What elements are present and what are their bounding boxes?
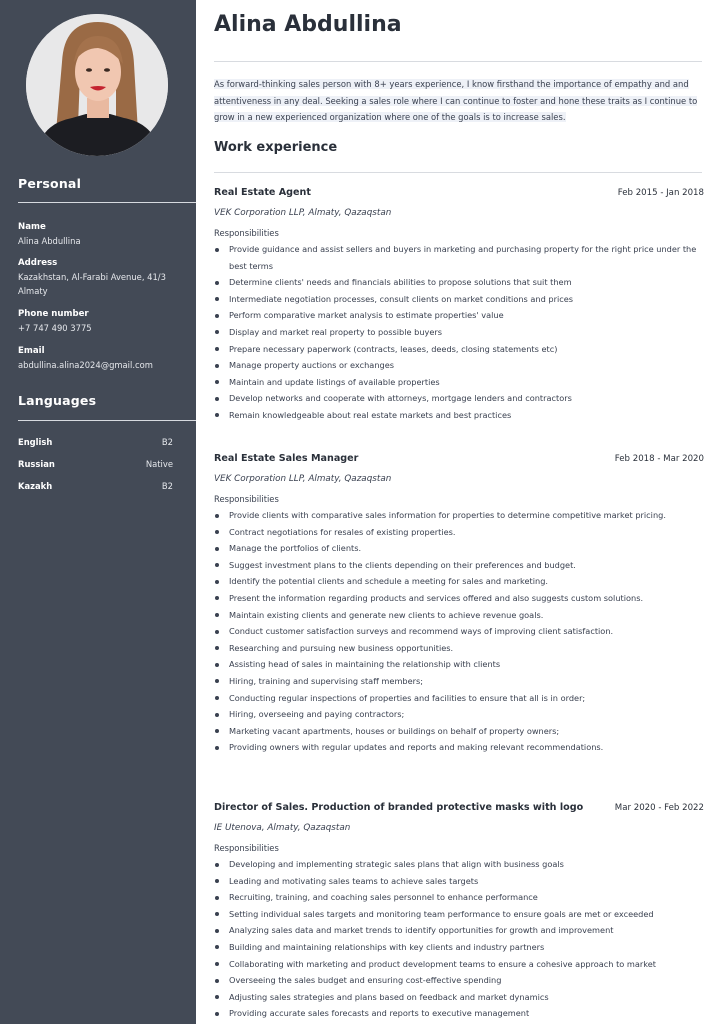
job-title: Director of Sales. Production of branded protective masks with logo bbox=[214, 802, 584, 813]
duty-item: Identify the potential clients and schedule a meeting for sales and marketing. bbox=[214, 573, 704, 590]
main-content bbox=[214, 0, 704, 1024]
language-name: Kazakh bbox=[18, 481, 53, 491]
candidate-name: Alina Abdullina bbox=[214, 12, 402, 37]
language-level: B2 bbox=[161, 481, 173, 491]
work-experience-title: Work experience bbox=[214, 140, 338, 155]
duty-item: Maintain and update listings of available properties bbox=[214, 374, 704, 391]
language-row-english bbox=[18, 437, 173, 451]
duty-item: Recruiting, training, and coaching sales personnel to enhance performance bbox=[214, 889, 704, 906]
job-dates: Mar 2020 - Feb 2022 bbox=[614, 803, 704, 813]
duty-item: Contract negotiations for resales of existing properties. bbox=[214, 524, 704, 541]
job-company: VEK Corporation LLP, Almaty, Qazaqstan bbox=[214, 474, 392, 484]
duty-item: Develop networks and cooperate with attorneys, mortgage lenders and contractors bbox=[214, 390, 704, 407]
name-value: Alina Abdullina bbox=[18, 236, 81, 246]
duty-item: Prepare necessary paperwork (contracts, leases, deeds, closing statements etc) bbox=[214, 341, 704, 358]
duty-item: Researching and pursuing new business opportunities. bbox=[214, 640, 704, 657]
job-title: Real Estate Sales Manager bbox=[214, 453, 359, 464]
job-entry-3 bbox=[214, 802, 704, 1022]
duty-item: Marketing vacant apartments, houses or buildings on behalf of property owners; bbox=[214, 723, 704, 740]
duty-item: Setting individual sales targets and monitoring team performance to ensure goals are met or exceeded bbox=[214, 906, 704, 923]
duty-item: Display and market real property to possible buyers bbox=[214, 324, 704, 341]
job-dates: Feb 2015 - Jan 2018 bbox=[617, 188, 704, 198]
duty-item: Perform comparative market analysis to estimate properties' value bbox=[214, 307, 704, 324]
job-dates: Feb 2018 - Mar 2020 bbox=[614, 454, 704, 464]
phone-value: +7 747 490 3775 bbox=[18, 323, 92, 333]
duty-item: Determine clients' needs and financials abilities to propose solutions that suit them bbox=[214, 274, 704, 291]
sidebar bbox=[0, 0, 196, 1024]
language-level: Native bbox=[145, 459, 173, 469]
duty-item: Assisting head of sales in maintaining the relationship with clients bbox=[214, 656, 704, 673]
duty-item: Adjusting sales strategies and plans based on feedback and market dynamics bbox=[214, 989, 704, 1006]
duty-item: Developing and implementing strategic sales plans that align with business goals bbox=[214, 856, 704, 873]
language-name: Russian bbox=[18, 459, 55, 469]
responsibilities-label: Responsibilities bbox=[214, 494, 279, 504]
address-label: Address bbox=[18, 258, 58, 268]
job-company: VEK Corporation LLP, Almaty, Qazaqstan bbox=[214, 208, 392, 218]
duty-item: Manage property auctions or exchanges bbox=[214, 357, 704, 374]
job-entry-2 bbox=[214, 453, 704, 756]
address-value: Kazakhstan, Al-Farabi Avenue, 41/3 Almaty bbox=[18, 272, 166, 296]
duty-item: Remain knowledgeable about real estate markets and best practices bbox=[214, 407, 704, 424]
duty-item: Overseeing the sales budget and ensuring cost-effective spending bbox=[214, 972, 704, 989]
language-row-kazakh bbox=[18, 481, 173, 495]
email-label: Email bbox=[18, 346, 45, 356]
profile-photo bbox=[26, 14, 168, 156]
duty-item: Providing accurate sales forecasts and reports to executive management bbox=[214, 1005, 704, 1022]
portrait-image bbox=[26, 14, 168, 156]
duty-item: Leading and motivating sales teams to achieve sales targets bbox=[214, 873, 704, 890]
language-row-russian bbox=[18, 459, 173, 473]
duty-item: Present the information regarding products and services offered and also suggests custom solutions. bbox=[214, 590, 704, 607]
language-name: English bbox=[18, 437, 53, 447]
job-company: IE Utenova, Almaty, Qazaqstan bbox=[214, 823, 351, 833]
duties-list bbox=[214, 241, 704, 424]
duty-item: Conduct customer satisfaction surveys and recommend ways of improving client satisfaction. bbox=[214, 623, 704, 640]
duty-item: Providing owners with regular updates and reports and making relevant recommendations. bbox=[214, 739, 704, 756]
languages-divider bbox=[18, 420, 196, 421]
duty-item: Conducting regular inspections of properties and facilities to ensure that all is in order; bbox=[214, 690, 704, 707]
phone-label: Phone number bbox=[18, 309, 89, 319]
profile-summary bbox=[214, 76, 702, 126]
duties-list bbox=[214, 856, 704, 1022]
email-value: abdullina.alina2024@gmail.com bbox=[18, 360, 153, 370]
duty-item: Maintain existing clients and generate new clients to achieve revenue goals. bbox=[214, 607, 704, 624]
duty-item: Hiring, overseeing and paying contractors; bbox=[214, 706, 704, 723]
summary-text: As forward-thinking sales person with 8+ years experience, I know firsthand the importance of empathy and and attentiveness in any deal. Seeking a sales role where I can continue to foster and hone these traits as I continue to grow in a new experienced organization where one of the goals is to increase sales. bbox=[214, 79, 698, 123]
duty-item: Building and maintaining relationships with key clients and industry partners bbox=[214, 939, 704, 956]
responsibilities-label: Responsibilities bbox=[214, 228, 279, 238]
duty-item: Analyzing sales data and market trends to identify opportunities for growth and improvement bbox=[214, 922, 704, 939]
name-label: Name bbox=[18, 222, 46, 232]
responsibilities-label: Responsibilities bbox=[214, 843, 279, 853]
job-entry-1 bbox=[214, 187, 704, 424]
language-level: B2 bbox=[161, 437, 173, 447]
job-title: Real Estate Agent bbox=[214, 187, 311, 198]
duties-list bbox=[214, 507, 704, 756]
duty-item: Provide clients with comparative sales information for properties to determine competitive market pricing. bbox=[214, 507, 704, 524]
duty-item: Hiring, training and supervising staff members; bbox=[214, 673, 704, 690]
personal-section-title: Personal bbox=[18, 176, 82, 191]
personal-divider bbox=[18, 202, 196, 203]
work-divider bbox=[214, 172, 702, 173]
duty-item: Manage the portfolios of clients. bbox=[214, 540, 704, 557]
duty-item: Provide guidance and assist sellers and buyers in marketing and purchasing property for the right price under the best terms bbox=[214, 241, 704, 274]
duty-item: Collaborating with marketing and product development teams to ensure a cohesive approach to market bbox=[214, 956, 704, 973]
duty-item: Intermediate negotiation processes, consult clients on market conditions and prices bbox=[214, 291, 704, 308]
duty-item: Suggest investment plans to the clients depending on their preferences and budget. bbox=[214, 557, 704, 574]
header-divider bbox=[214, 61, 702, 62]
languages-section-title: Languages bbox=[18, 393, 97, 408]
